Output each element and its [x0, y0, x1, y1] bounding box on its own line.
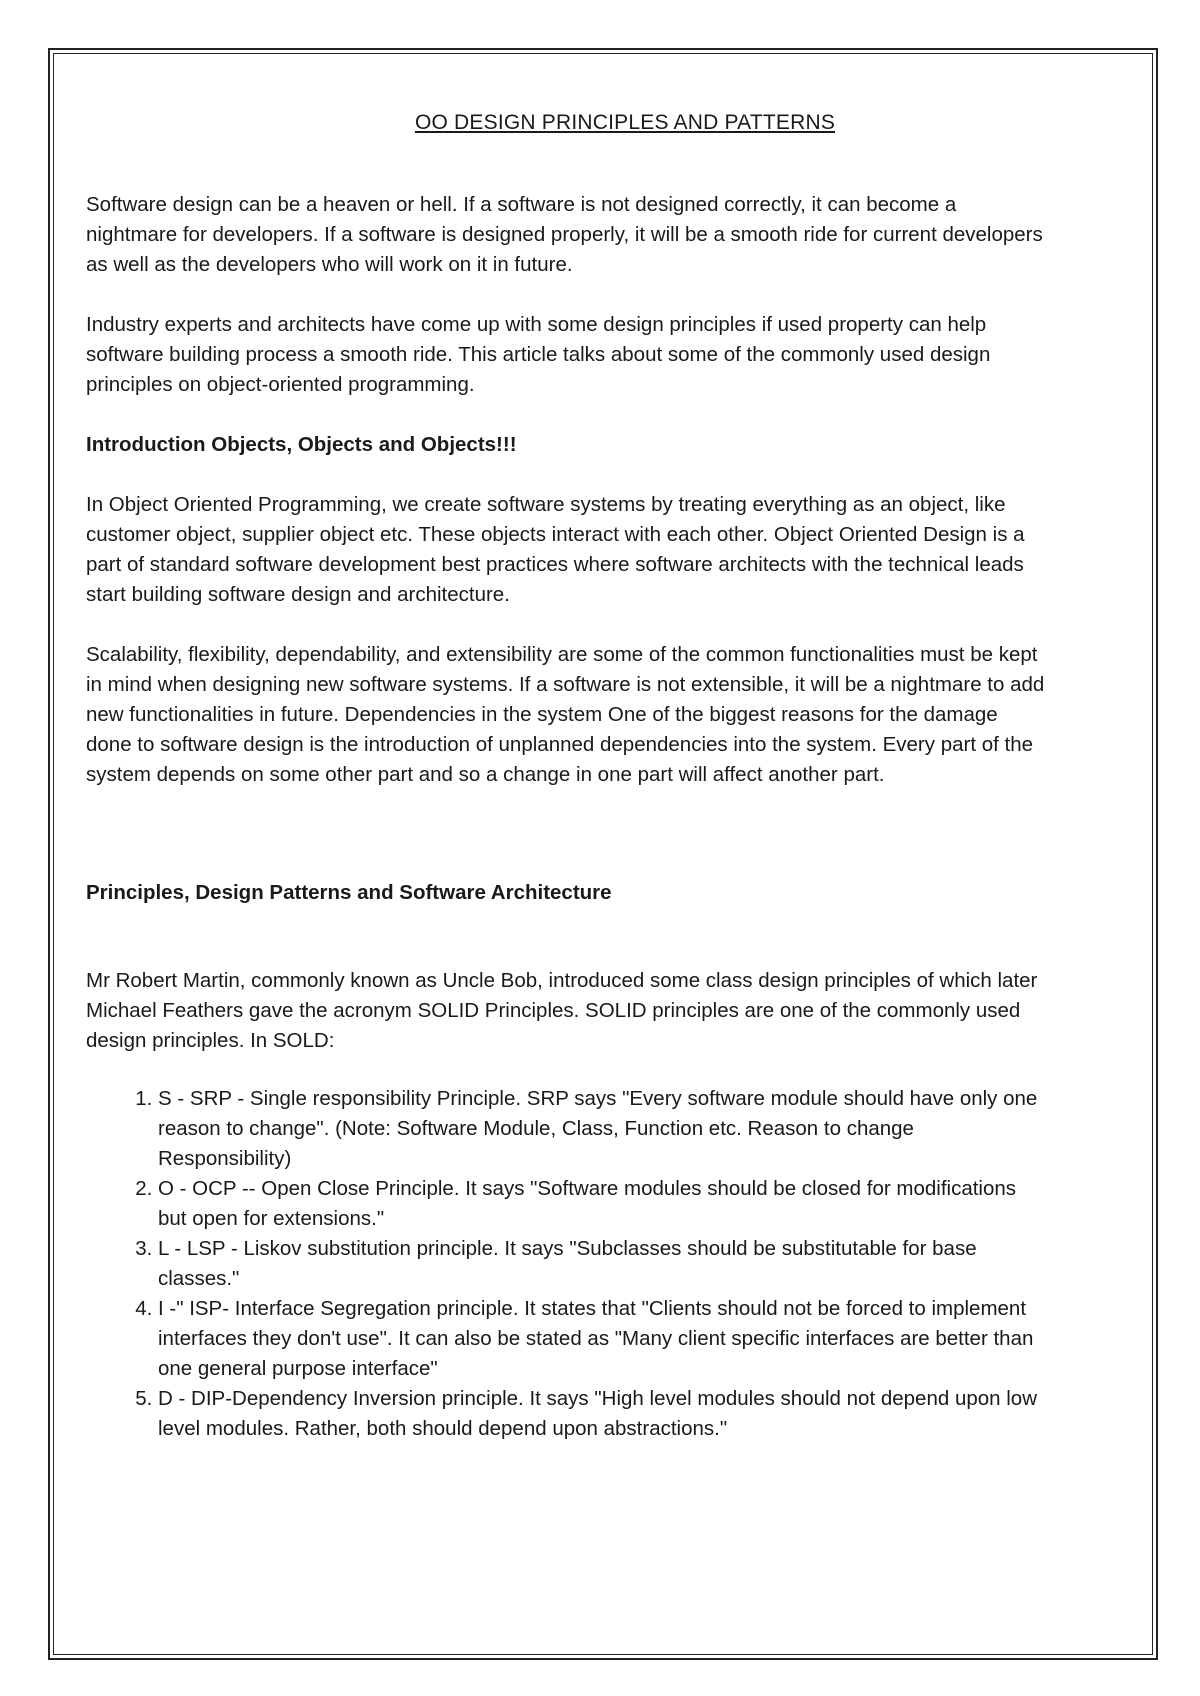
list-item-dip: 5. D - DIP-Dependency Inversion principle. It says "High level modules should not depend upon low level modules. Rather, both should depend upon abstractions." [158, 1384, 1046, 1444]
list-item-lsp: 3. L - LSP - Liskov substitution principle. It says "Subclasses should be substitutable for base classes." [158, 1234, 1046, 1294]
scalability-paragraph: Scalability, flexibility, dependability, and extensibility are some of the common functionalities must be kept in mind when designing new software systems. If a software is not extensible, it will be a nightmare to add new functionalities in future. Dependencies in the system One of the biggest reasons for the damage done to software design is the introduction of unplanned dependencies into the system. Every part of the system depends on some other part and so a change in one part will affect another part. [86, 643, 1045, 786]
intro-paragraph: Software design can be a heaven or hell. If a software is not designed correctly, it can become a nightmare for developers. If a software is designed properly, it will be a smooth ride for current developers as well as the developers who will work on it in future. [86, 193, 1043, 276]
section-heading-principles: Principles, Design Patterns and Software Architecture [86, 881, 612, 904]
list-item-ocp: 2. O - OCP -- Open Close Principle. It says "Software modules should be closed for modifications but open for extensions." [158, 1174, 1046, 1234]
document-body [86, 108, 1126, 1444]
solid-intro-paragraph: Mr Robert Martin, commonly known as Uncle Bob, introduced some class design principles of which later Michael Feathers gave the acronym SOLID Principles. SOLID principles are one of the commonly used design principles. In SOLD: [86, 969, 1038, 1052]
experts-paragraph: Industry experts and architects have come up with some design principles if used property can help software building process a smooth ride. This article talks about some of the commonly used design principles on object-oriented programming. [86, 313, 991, 396]
solid-principles-list [86, 1084, 1046, 1444]
section-heading-introduction: Introduction Objects, Objects and Objects!!! [86, 433, 517, 456]
document-title: OO DESIGN PRINCIPLES AND PATTERNS [414, 111, 836, 134]
oop-paragraph: In Object Oriented Programming, we create software systems by treating everything as an object, like customer object, supplier object etc. These objects interact with each other. Object Oriented Design is a part of standard software development best practices where software architects with the technical leads start building software design and architecture. [86, 493, 1025, 606]
list-item-isp: 4. I -" ISP- Interface Segregation principle. It states that "Clients should not be forced to implement interfaces they don't use". It can also be stated as "Many client specific interfaces are better than one general purpose interface" [158, 1294, 1046, 1384]
list-item-srp: 1. S - SRP - Single responsibility Principle. SRP says "Every software module should have only one reason to change". (Note: Software Module, Class, Function etc. Reason to change Responsibility) [158, 1084, 1046, 1174]
